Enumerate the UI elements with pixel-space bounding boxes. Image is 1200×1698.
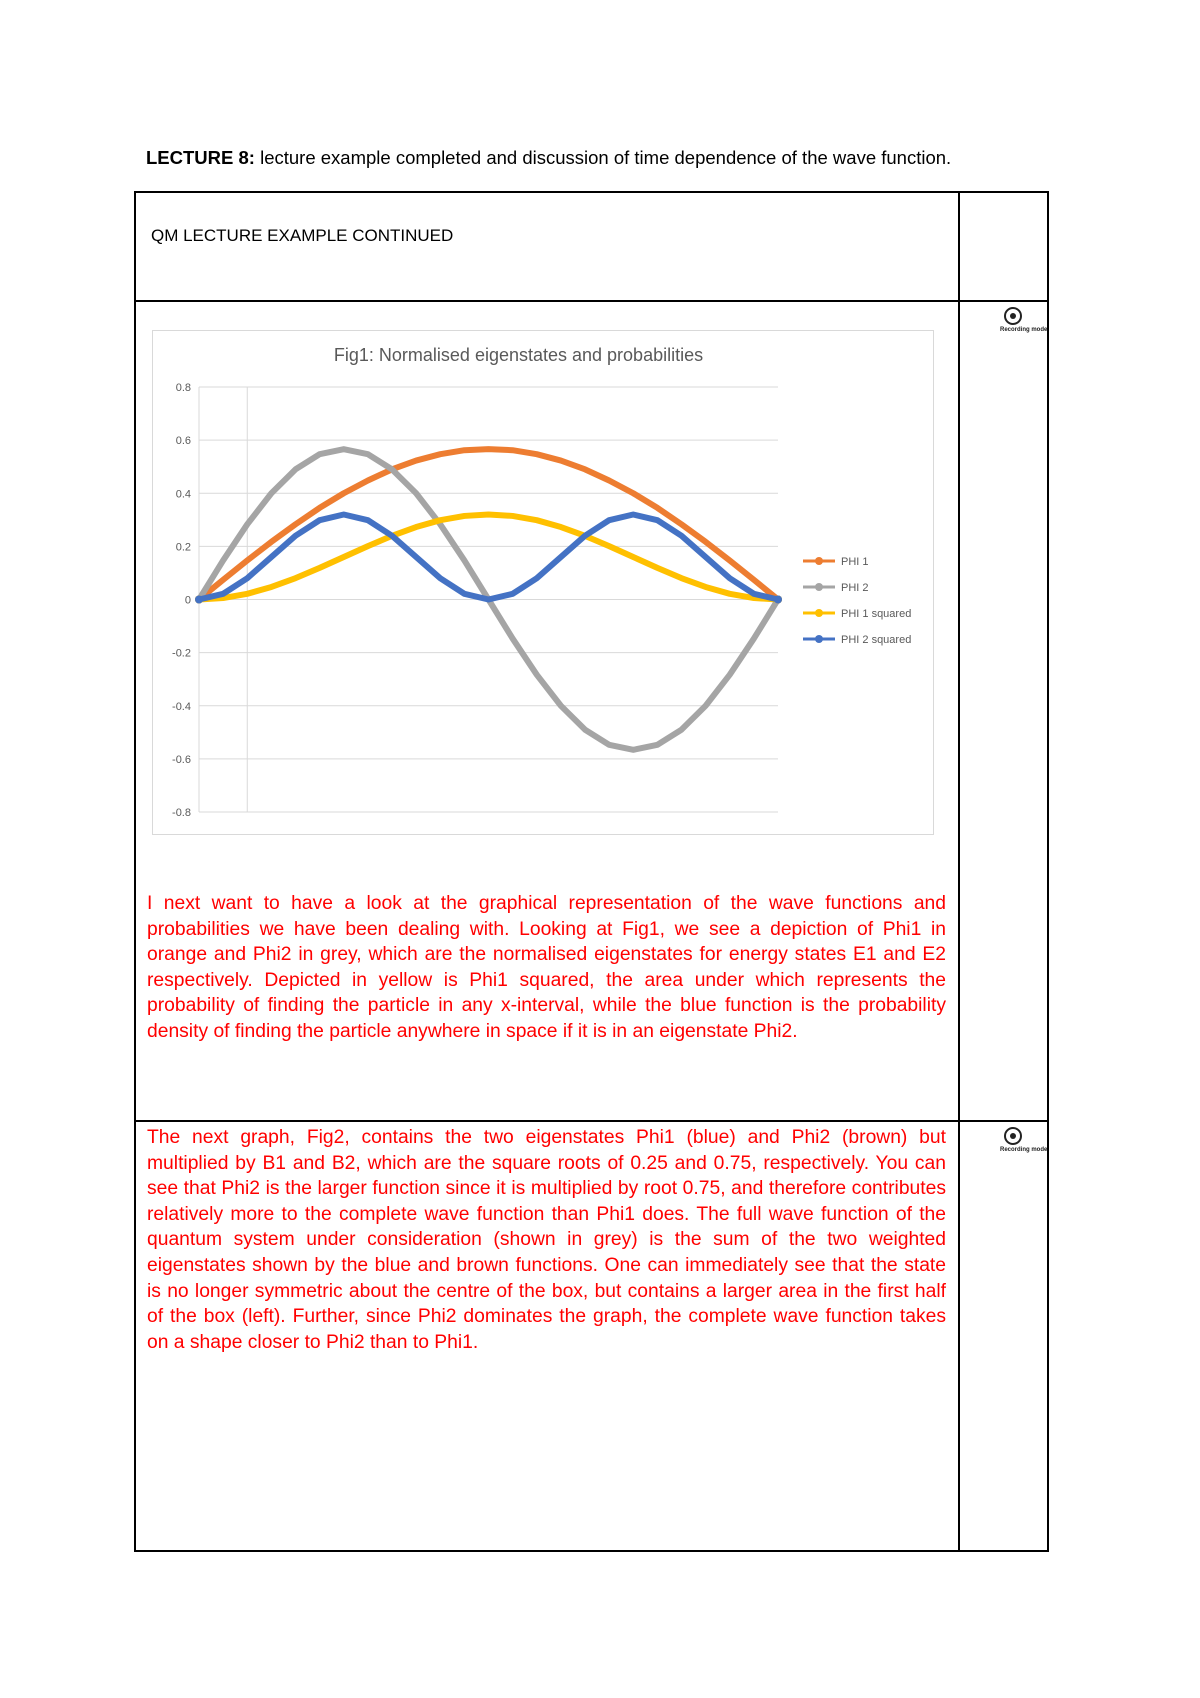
- recording-badge[interactable]: [1000, 307, 1048, 333]
- text-cell: [135, 1121, 959, 1551]
- recording-badge-label: Recording mode: [1000, 327, 1048, 333]
- table-row: [135, 192, 1048, 301]
- y-tick-label: 0.4: [175, 488, 191, 501]
- side-cell: [959, 192, 1048, 301]
- recording-badge[interactable]: [1000, 1127, 1048, 1153]
- series-point: [195, 596, 203, 604]
- section-title: QM LECTURE EXAMPLE CONTINUED: [151, 226, 454, 245]
- recording-badge-label: Recording mode: [1000, 1147, 1048, 1153]
- legend-swatch-marker: [815, 609, 823, 617]
- series-line: [199, 515, 778, 600]
- fig1-explanation: I next want to have a look at the graphical representation of the wave functions and probabilities we have been dealing with. Looking at Fig1, we see a depiction of Phi1 in orange and Phi2 in grey, which are the normalised eigenstates for energy states E1 and E2 respectively. Depicted in yellow is Phi1 squared, the area under which represents the probability of finding the particle in any x-interval, while the blue function is the probability density of finding the particle anywhere in space if it is in an eigenstate Phi2.: [147, 893, 946, 1042]
- record-icon: [1004, 307, 1022, 325]
- page-heading: [146, 147, 1076, 169]
- side-cell: [959, 1121, 1048, 1551]
- y-tick-label: -0.2: [172, 647, 191, 660]
- legend-swatch-marker: [815, 583, 823, 591]
- figure-cell: [135, 301, 959, 1121]
- fig2-explanation: The next graph, Fig2, contains the two eigenstates Phi1 (blue) and Phi2 (brown) but multiplied by B1 and B2, which are the square roots of 0.25 and 0.75, respectively. You can see that Phi2 is the larger function since it is multiplied by root 0.75, and therefore contributes relatively more to the complete wave function than Phi1 does. The full wave function of the quantum system under consideration (shown in grey) is the sum of the two weighted eigenstates shown by the blue and brown functions. One can immediately see that the state is no longer symmetric about the centre of the box, but contains a larger area in the first half of the box (left). Further, since Phi2 dominates the graph, the complete wave function takes on a shape closer to Phi2 than to Phi1.: [147, 1127, 946, 1353]
- legend-entry: PHI 2 squared: [841, 634, 912, 646]
- y-tick-label: 0.2: [175, 541, 191, 554]
- fig1-chart-container: [152, 330, 934, 835]
- side-cell: [959, 301, 1048, 1121]
- y-tick-label: 0.6: [175, 435, 191, 448]
- series-point: [774, 596, 782, 604]
- chart-title: Fig1: Normalised eigenstates and probabilities: [333, 345, 704, 365]
- y-tick-label: -0.6: [172, 753, 191, 766]
- table-row: [135, 301, 1048, 1121]
- heading-description: lecture example completed and discussion of time dependence of the wave function.: [254, 147, 952, 168]
- legend-swatch-marker: [815, 557, 823, 565]
- y-tick-label: 0.8: [175, 382, 191, 394]
- legend-entry: PHI 2: [841, 582, 869, 594]
- legend-swatch-marker: [815, 635, 823, 643]
- heading-lecture-number: LECTURE 8:: [146, 147, 255, 168]
- series-line: [199, 515, 778, 600]
- legend-entry: PHI 1 squared: [841, 608, 912, 620]
- lecture-table: [134, 191, 1049, 1552]
- y-tick-label: -0.8: [172, 807, 191, 819]
- legend-entry: PHI 1: [841, 556, 869, 568]
- section-title-cell: [135, 192, 959, 301]
- record-icon: [1004, 1127, 1022, 1145]
- table-row: [135, 1121, 1048, 1551]
- fig1-chart: [153, 331, 933, 834]
- series-line: [199, 449, 778, 599]
- y-tick-label: 0: [184, 594, 191, 607]
- y-tick-label: -0.4: [172, 700, 191, 713]
